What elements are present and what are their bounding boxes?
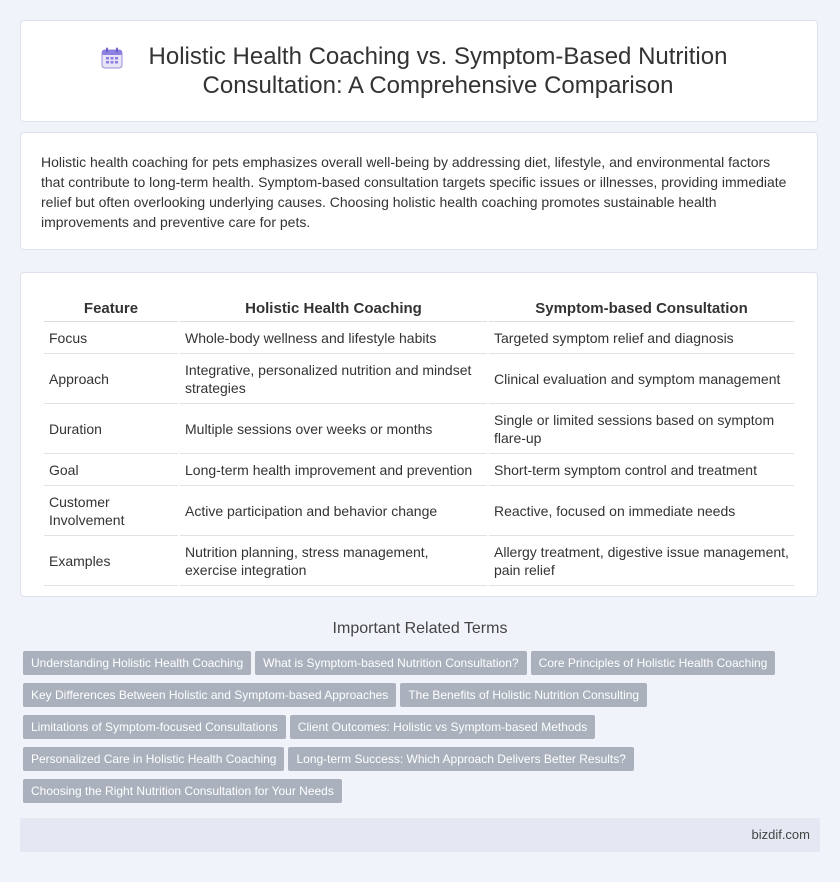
- intro-card: [20, 132, 818, 250]
- table-cell: Whole-body wellness and lifestyle habits: [180, 322, 487, 354]
- related-term-link[interactable]: Personalized Care in Holistic Health Coaching: [23, 747, 284, 771]
- footer-brand[interactable]: bizdif.com: [751, 827, 810, 842]
- footer: [20, 818, 820, 852]
- intro-text: Holistic health coaching for pets emphasizes overall well-being by addressing diet, lifestyle, and environmental factors that contribute to long-term health. Symptom-based consultation targets specific issues or illnesses, providing immediate relief but often overlooking underlying causes. Choosing holistic health coaching promotes sustainable health improvements and preventive care for pets.: [41, 154, 787, 230]
- table-cell: Active participation and behavior change: [180, 486, 487, 536]
- column-header-holistic: Holistic Health Coaching: [180, 295, 487, 322]
- related-term-link[interactable]: Long-term Success: Which Approach Delivers Better Results?: [288, 747, 633, 771]
- table-cell: Multiple sessions over weeks or months: [180, 404, 487, 454]
- related-term-link[interactable]: Key Differences Between Holistic and Symptom-based Approaches: [23, 683, 396, 707]
- table-row: [44, 322, 794, 354]
- table-header-row: [44, 295, 794, 322]
- comparison-table: [42, 295, 796, 586]
- table-cell: Focus: [44, 322, 178, 354]
- page-title: Holistic Health Coaching vs. Symptom-Based Nutrition Consultation: A Comprehensive Comparison: [148, 43, 728, 99]
- related-term-link[interactable]: Client Outcomes: Holistic vs Symptom-based Methods: [290, 715, 595, 739]
- related-term-link[interactable]: Understanding Holistic Health Coaching: [23, 651, 251, 675]
- table-cell: Long-term health improvement and prevention: [180, 454, 487, 486]
- table-cell: Short-term symptom control and treatment: [489, 454, 794, 486]
- table-row: [44, 486, 794, 536]
- table-cell: Allergy treatment, digestive issue management, pain relief: [489, 536, 794, 586]
- table-row: [44, 354, 794, 404]
- related-term-link[interactable]: Core Principles of Holistic Health Coaching: [531, 651, 776, 675]
- table-cell: Duration: [44, 404, 178, 454]
- table-row: [44, 454, 794, 486]
- table-cell: Customer Involvement: [44, 486, 178, 536]
- table-cell: Clinical evaluation and symptom management: [489, 354, 794, 404]
- table-row: [44, 404, 794, 454]
- column-header-feature: Feature: [44, 295, 178, 322]
- related-terms-list: [23, 651, 823, 811]
- table-cell: Targeted symptom relief and diagnosis: [489, 322, 794, 354]
- header-card: [20, 20, 818, 122]
- related-term-link[interactable]: Limitations of Symptom-focused Consultations: [23, 715, 286, 739]
- related-terms-heading: Important Related Terms: [332, 620, 508, 637]
- table-cell: Goal: [44, 454, 178, 486]
- column-header-symptom: Symptom-based Consultation: [489, 295, 794, 322]
- related-term-link[interactable]: Choosing the Right Nutrition Consultation for Your Needs: [23, 779, 342, 803]
- table-row: [44, 536, 794, 586]
- comparison-card: [20, 272, 818, 597]
- calendar-icon: [100, 46, 124, 70]
- table-cell: Approach: [44, 354, 178, 404]
- table-cell: Examples: [44, 536, 178, 586]
- table-cell: Nutrition planning, stress management, exercise integration: [180, 536, 487, 586]
- related-term-link[interactable]: The Benefits of Holistic Nutrition Consulting: [400, 683, 647, 707]
- table-cell: Integrative, personalized nutrition and mindset strategies: [180, 354, 487, 404]
- related-term-link[interactable]: What is Symptom-based Nutrition Consultation?: [255, 651, 526, 675]
- table-cell: Reactive, focused on immediate needs: [489, 486, 794, 536]
- table-cell: Single or limited sessions based on symptom flare-up: [489, 404, 794, 454]
